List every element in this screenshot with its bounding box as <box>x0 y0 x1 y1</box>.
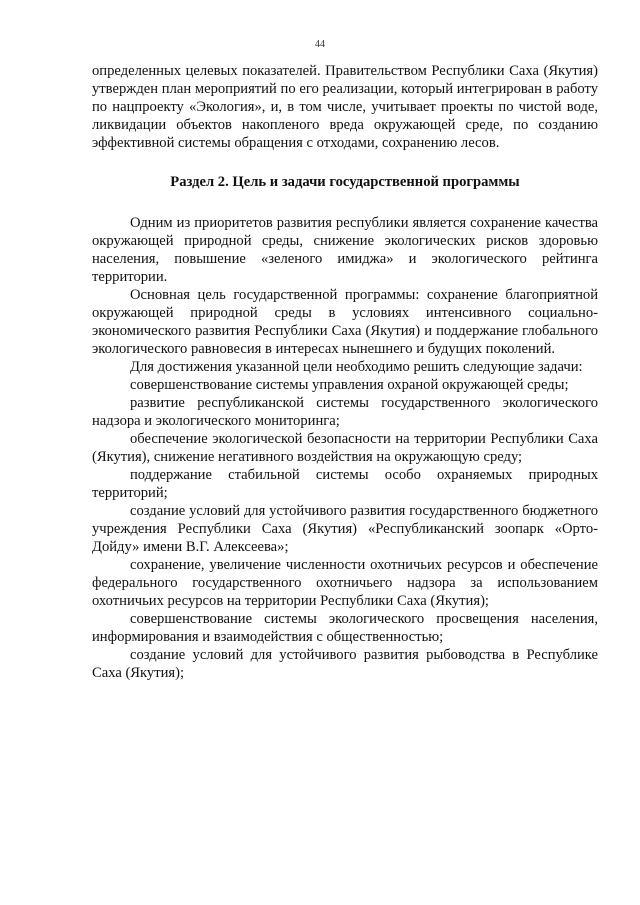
task-item: обеспечение экологической безопасности на территории Республики Саха (Якутия), снижение негативного воздействия на окружающую среду; <box>92 431 598 465</box>
task-item: совершенствование системы управления охраной окружающей среды; <box>130 377 569 393</box>
paragraph-main-goal: Основная цель государственной программы: сохранение благоприятной окружающей природной среды в условиях интенсивного социально-экономического развития Республики Саха (Якутия) и поддержание глобального экологического равновесия в интересах нынешнего и будущих поколений. <box>92 287 598 357</box>
task-item: создание условий для устойчивого развития рыбоводства в Республике Саха (Якутия); <box>92 647 598 681</box>
document-body <box>92 62 598 682</box>
task-item: развитие республиканской системы государственного экологического надзора и экологического мониторинга; <box>92 395 598 429</box>
task-item: совершенствование системы экологического просвещения населения, информирования и взаимодействия с общественностью; <box>92 611 598 645</box>
paragraph-intro-continuation: определенных целевых показателей. Правительством Республики Саха (Якутия) утвержден план мероприятий по его реализации, который интегрирован в работу по нацпроекту «Экология», и, в том числе, учитывает проекты по чистой воде, ликвидации объектов накопленого вреда окружающей среде, по созданию эффективной системы обращения с отходами, сохранению лесов. <box>92 63 598 151</box>
task-item: создание условий для устойчивого развития государственного бюджетного учреждения Республики Саха (Якутия) «Республиканский зоопарк «Орто-Дойду» имени В.Г. Алексеева»; <box>92 503 598 555</box>
paragraph-tasks-intro: Для достижения указанной цели необходимо решить следующие задачи: <box>130 359 583 375</box>
section-heading: Раздел 2. Цель и задачи государственной программы <box>170 174 520 190</box>
task-item: поддержание стабильной системы особо охраняемых природных территорий; <box>92 467 598 501</box>
paragraph-priorities: Одним из приоритетов развития республики является сохранение качества окружающей природной среды, снижение экологических рисков здоровью населения, повышение «зеленого имиджа» и экологического рейтинга территории. <box>92 215 598 285</box>
task-item: сохранение, увеличение численности охотничьих ресурсов и обеспечение федерального государственного охотничьего надзора за использованием охотничьих ресурсов на территории Республики Саха (Якутия); <box>92 557 598 609</box>
page-number: 44 <box>315 39 325 50</box>
